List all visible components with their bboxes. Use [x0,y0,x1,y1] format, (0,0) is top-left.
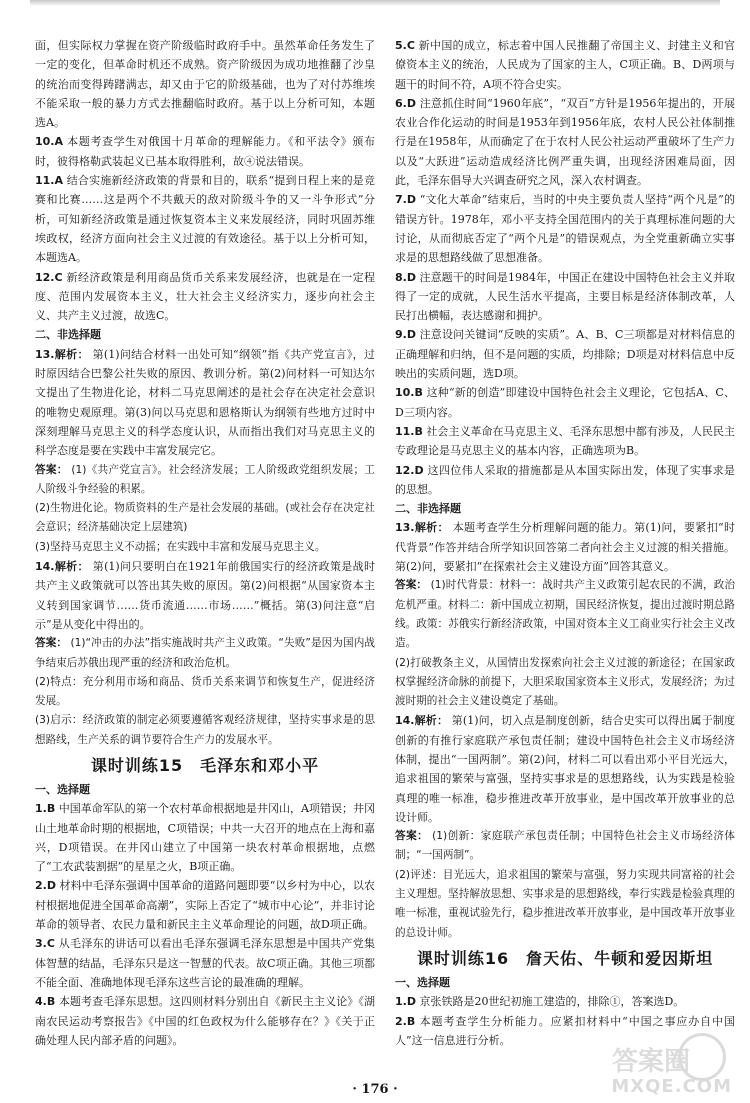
paragraph-text: 这四位伟人采取的措施都是从本国实际出发，体现了实事求是的思想。 [395,463,736,496]
answer-paragraph [395,827,735,866]
lesson-title: 课时训练15 毛泽东和邓小平 [90,755,320,775]
answer-paragraph [35,461,375,500]
paragraph-text: 第(1)问，切入点是制度创新，结合史实可以得出属于制度创新的有推行家庭联产承包责任制；建设中国特色社会主义市场经济体制，提出“一国两制”。第(2)问，材料二可以看出邓小平目光远大，追求祖国的繁荣与富强，坚持实事求是的思想路线，认为实践是检验真理的唯一标准，稳步推进改革开放事业，是中国改革开放事业的总设计师。 [395,714,735,824]
explanation-paragraph [35,171,375,267]
paragraph-text: (1)时代背景：材料一：战时共产主义政策引起农民的不满，政治危机严重。材料二：新中国成立初期，国民经济恢复，提出过渡时期总路线。政策：苏俄实行新经济政策，中国对资本主义工商业实行社会主义改造。 [395,579,735,650]
paragraph-text: 第(1)问只要明白在1921年前俄国实行的经济政策是战时共产主义政策就可以答出其失败的原因。第(2)问根据“从国家资本主义转到国家调节……货币流通……市场……”概括。第(3)问注意“启示”是从变化中得出的。 [35,560,376,631]
item-number: 2.D [35,879,56,893]
answer-paragraph [395,654,735,712]
item-number: 答案： [35,463,68,476]
item-number: 4.B [35,995,56,1009]
item-number: 8.D [395,270,416,284]
explanation-paragraph [35,799,375,876]
item-number: 9.D [395,328,416,342]
paragraph-text: 面，但实际权力掌握在资产阶级临时政府手中。虽然革命任务发生了一定的变化，但革命时机还不成熟。资产阶级因为成功地推翻了沙皇的统治而变得踌躇满志，却又由于它的阶级基础，也为了对付苏维埃不能采取一般的暴力方式去推翻临时政府。基于以上分析可知，本题选A。 [35,39,375,130]
paragraph-text: 社会主义革命在马克思主义、毛泽东思想中都有涉及，人民民主专政理论是马克思主义的基本内容，正确选项为B。 [395,424,736,458]
paragraph-text: (2)特点：充分利用市场和商品、货币关系来调节和恢复生产，促进经济发展。 [35,675,375,708]
paragraph-text: 材料中毛泽东强调中国革命的道路问题即要“以乡村为中心，以农村根据地促进全国革命高潮”，实际上否定了“城市中心论”，并非讨论革命的领导者、农民力量和新民主主义革命理论的问题，故D项正确。 [35,879,375,932]
paragraph-text: (1)“冲击的办法”指实施战时共产主义政策。“失败”是因为国内战争结束后苏俄出现严重的经济和政治危机。 [35,637,375,669]
answer-paragraph [35,711,375,750]
watermark-logo [612,1033,732,1097]
paragraph-text: (1)创新：家庭联产承包责任制；中国特色社会主义市场经济体制；“一国两制”。 [395,830,736,862]
item-number: 11.A [35,174,63,188]
paragraph-text: 从毛泽东的讲话可以看出毛泽东强调毛泽东思想是中国共产党集体智慧的结晶，毛泽东只是这一智慧的代表。故C项正确。其他三项都不能全面、准确地体现毛泽东这些言论的最准确的理解。 [35,937,376,989]
section-heading: 二、非选择题 [35,328,101,342]
paragraph-text: 结合实施新经济政策的背景和目的，联系“提到日程上来的是竞赛和比赛……这是两个不共戴天的敌对阶级斗争的又一斗争形式”分析，可知新经济政策是通过恢复资本主义来发展经济，同时巩固苏维埃政权，经济方面向社会主义过渡的有效途径。基于以上分析可知，本题选A。 [35,174,376,265]
answer-paragraph [35,538,375,557]
section-heading: 一、选择题 [35,782,90,796]
paragraph-text: (2)打破教条主义，从国情出发探索向社会主义过渡的新途径；在国家政权掌握经济命脉的前提下，大胆采取国家资本主义形式，发展经济；为过渡时期的社会主义建设奠定了基础。 [395,656,735,708]
explanation-paragraph [395,36,735,94]
item-number: 1.D [395,995,416,1009]
paragraph-text: (3)启示：经济政策的制定必须要遵循客观经济规律，坚持实事求是的思想路线，生产关系的调节要符合生产力的发展水平。 [35,714,375,746]
explanation-paragraph [35,36,375,132]
paragraph-text: 注意设问关键词“反映的实质”。A、B、C三项都是对材料信息的正确理解和归纳，但不是问题的实质，均排除；D项是对材料信息中反映出的实质问题，选D项。 [395,328,735,381]
answer-paragraph [35,673,375,712]
explanation-paragraph [395,383,735,422]
watermark-cn: 答案圈 [612,1047,691,1077]
paragraph-text: “文化大革命”结束后，当时的中央主要负责人坚持“两个凡是”的错误方针。1978年，邓小平支持全国范围内的关于真理标准问题的大讨论，从而彻底否定了“两个凡是”的错误观点，为全党重新确立实事求是的思想路线做了思想准备。 [395,193,735,265]
paragraph-text: 本题考查毛泽东思想。这四则材料分别出自《新民主主义论》《湖南农民运动考察报告》《中国的红色政权为什么能够存在？》《关于正确处理人民内部矛盾的问题》。 [35,995,375,1047]
item-number: 10.B [395,386,423,400]
left-column [35,36,375,1050]
paragraph-text: 注意抓住时间“1960年底”，“双百”方针是1956年提出的，开展农业合作化运动的时间是1953年到1956年底，农村人民公社体制推行是在1958年，从而确定了在于农村人民公社运动严重破坏了生产力以及“大跃进”运动造成经济比例严重失调，出现经济困难局面，因此，毛泽东倡导大兴调查研究之风，深入农村调查。 [395,96,735,188]
item-number: 1.B [35,802,56,816]
answer-paragraph [35,634,375,673]
page-number: · 176 · [352,1082,398,1097]
explanation-paragraph [395,422,735,461]
item-number: 10.A [35,135,63,149]
paragraph-text: (2)生物进化论。物质资料的生产是社会发展的基础。(或社会存在决定社会意识；经济基础决定上层建筑) [35,502,375,534]
paragraph-text: 新经济政策是利用商品货币关系来发展经济，也就是在一定程度、范围内发展资本主义，壮大社会主义经济实力，逐步向社会主义、共产主义过渡，故选C。 [35,270,376,323]
item-number: 3.C [35,937,55,951]
answer-paragraph [395,576,735,653]
answer-paragraph [35,499,375,538]
item-number: 12.D [395,463,424,477]
watermark-circle-icon [678,1033,726,1081]
paragraph-text: 本题考查学生分析能力。应紧扣材料中“中国之事应办自中国人”这一信息进行分析。 [395,1014,736,1047]
explanation-paragraph [35,132,375,171]
explanation-paragraph [395,992,735,1011]
item-number: 11.B [395,424,423,438]
item-number: 答案： [35,637,68,650]
explanation-paragraph [35,992,375,1050]
section-heading: 一、选择题 [395,975,450,989]
item-number: 14.解析： [35,560,89,574]
answer-paragraph [395,866,735,943]
paragraph-text: (3)坚持马克思主义不动摇；在实践中丰富和发展马克思主义。 [35,540,326,553]
paragraph-text: 注意题干的时间是1984年，中国正在建设中国特色社会主义并取得了一定的成就，人民生活水平提高，主要目标是经济体制改革，人民打出横幅，表达感谢和拥护。 [395,270,735,323]
paragraph-text: (2)评述：目光远大，追求祖国的繁荣与富强，努力实现共同富裕的社会主义理想。坚持解放思想、实事求是的思想路线，奉行实践是检验真理的唯一标准，重视试验先行，稳步推进改革开放事业，是中国改革开放事业的总设计师。 [395,868,735,939]
explanation-paragraph [395,711,735,827]
explanation-paragraph [35,934,375,992]
item-number: 12.C [35,270,63,284]
explanation-paragraph [395,461,735,500]
item-number: 14.解析： [395,714,449,728]
item-number: 6.D [395,96,416,110]
paragraph-text: 中国革命军队的第一个农村革命根据地是井冈山，A项错误；井冈山土地革命时期的根据地，C项错误；中共一大召开的地点在上海和嘉兴，D项错误。在井冈山建立了中国第一块农村革命根据地，点燃了“工农武装割据”的星星之火，B项正确。 [35,802,375,874]
explanation-paragraph [395,518,735,576]
section-heading: 二、非选择题 [395,502,461,516]
explanation-paragraph [35,268,375,326]
right-column [395,36,735,1050]
item-number: 7.D [395,193,416,207]
item-number: 2.B [395,1014,416,1028]
item-number: 5.C [395,39,415,52]
explanation-paragraph [35,557,375,634]
scan-top-edge [30,0,720,6]
explanation-paragraph [395,94,735,190]
item-number: 答案： [395,830,429,843]
explanation-paragraph [35,345,375,461]
lesson-title: 课时训练16 詹天佑、牛顿和爱因斯坦 [416,948,714,968]
paragraph-text: 京张铁路是20世纪初施工建造的，排除①，答案选D。 [419,995,685,1009]
explanation-paragraph [395,190,735,267]
paragraph-text: (1)《共产党宣言》。社会经济发展；工人阶级政党组织发展；工人阶级斗争经验的积累。 [35,463,375,495]
watermark-url: MXQE.COM [611,1076,732,1097]
item-number: 13.解析： [395,521,449,535]
paragraph-text: 这种“新的创造”即建设中国特色社会主义理论，它包括A、C、D三项内容。 [395,386,736,419]
paragraph-text: 本题考查学生分析理解问题的能力。第(1)问，要紧扣“时代背景”作答并结合所学知识回答第二者向社会主义过渡的相关措施。第(2)问，要紧扣“在探索社会主义建设方面”回答其意义。 [395,521,735,574]
explanation-paragraph [395,268,735,326]
item-number: 答案： [395,579,428,592]
paragraph-text: 新中国的成立，标志着中国人民推翻了帝国主义、封建主义和官僚资本主义的统治，人民成为了国家的主人，C项正确。B、D两项与题干的时间不符，A项不符合史实。 [395,39,736,91]
explanation-paragraph [395,325,735,383]
paragraph-text: 本题考查学生对俄国十月革命的理解能力。《和平法令》颁布时，彼得格勒武装起义已基本取得胜利，故④说法错误。 [35,135,376,168]
paragraph-text: 第(1)问结合材料一出处可知“纲领”指《共产党宣言》，过时原因结合巴黎公社失败的原因、教训分析。第(2)问材料一可知达尔文提出了生物进化论，材料二马克思阐述的是社会存在决定社会意识的唯物史观原理。第(3)问以马克思和恩格斯认为纲领有些地方过时中深刻理解马克思主义的科学态度认识，从而指出我们对马克思主义的科学态度是要在实践中丰富发展完它。 [35,347,375,458]
item-number: 13.解析： [35,347,89,361]
explanation-paragraph [35,876,375,934]
